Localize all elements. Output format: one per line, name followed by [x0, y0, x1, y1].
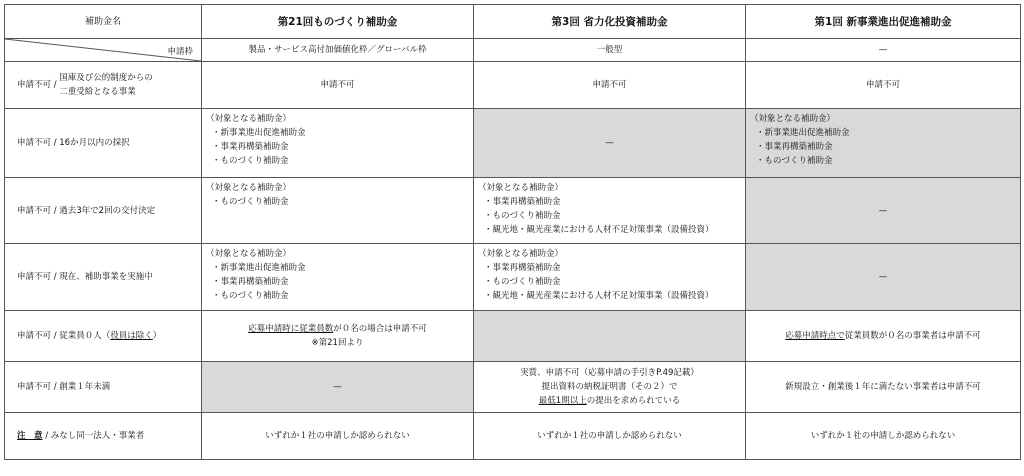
program-monozukuri: 第21回ものづくり補助金 [202, 5, 474, 39]
header-row [5, 5, 1021, 39]
row-16months-label: 申請不可 / 16か月以内の採択 [5, 109, 202, 178]
frame-shinjigyo: — [746, 39, 1021, 62]
row-employees [5, 311, 1021, 362]
current-shoryokuka: （対象となる補助金） ・ 事業再構築補助金 ・ ものづくり補助金 ・ 観光地・観光産業における人材不足対策事業（設備投資） [474, 244, 746, 311]
row-public-funds-label: 申請不可 / 国庫及び公的制度からの 二重受給となる事業 [5, 62, 202, 109]
row-founding-label: 申請不可 / 創業１年未満 [5, 362, 202, 413]
list-item: ・ 新事業進出促進補助金 [750, 126, 1016, 140]
row-16months [5, 109, 1021, 178]
list-item: ・ 観光地・観光産業における人材不足対策事業（設備投資） [478, 223, 741, 237]
row-employees-label: 申請不可 / 従業員０人（役員は除く） [5, 311, 202, 362]
m16-shoryokuka: — [474, 109, 746, 178]
list-item: ・ 観光地・観光産業における人材不足対策事業（設備投資） [478, 289, 741, 303]
row-current [5, 244, 1021, 311]
current-shinjigyo: — [746, 244, 1021, 311]
found-shoryokuka: 実質、申請不可（応募申請の手引きP.49記載） 提出資料の納税証明書（その２）で 最低1期以上の提出を求められている [474, 362, 746, 413]
list-item: ・ ものづくり補助金 [478, 209, 741, 223]
frame-label: 申請枠 [167, 47, 193, 57]
m16-shinjigyo: （対象となる補助金） ・ 新事業進出促進補助金 ・ 事業再構築補助金 ・ ものづくり補助金 [746, 109, 1021, 178]
list-item: ・ ものづくり補助金 [750, 154, 1016, 168]
y3-shinjigyo: — [746, 178, 1021, 244]
program-shinjigyo: 第1回 新事業進出促進補助金 [746, 5, 1021, 39]
list-item: ・ 新事業進出促進補助金 [206, 261, 469, 275]
y3-shoryokuka: （対象となる補助金） ・ 事業再構築補助金 ・ ものづくり補助金 ・ 観光地・観光産業における人材不足対策事業（設備投資） [474, 178, 746, 244]
list-item: ・ 事業再構築補助金 [206, 140, 469, 154]
found-monozukuri: — [202, 362, 474, 413]
emp-monozukuri: 応募申請時に従業員数が０名の場合は申請不可 ※第21回より [202, 311, 474, 362]
row-note-label: 注 意 / みなし同一法人・事業者 [5, 413, 202, 460]
current-monozukuri: （対象となる補助金） ・ 新事業進出促進補助金 ・ 事業再構築補助金 ・ ものづくり補助金 [202, 244, 474, 311]
found-shinjigyo: 新規設立・創業後１年に満たない事業者は申請不可 [746, 362, 1021, 413]
frame-label-cell [5, 39, 202, 62]
note-monozukuri: いずれか１社の申請しか認められない [202, 413, 474, 460]
list-item: ・ 事業再構築補助金 [750, 140, 1016, 154]
public-shinjigyo: 申請不可 [746, 62, 1021, 109]
y3-monozukuri: （対象となる補助金） ・ ものづくり補助金 [202, 178, 474, 244]
row-note [5, 413, 1021, 460]
public-shoryokuka: 申請不可 [474, 62, 746, 109]
subsidy-comparison-table [4, 4, 1021, 460]
m16-monozukuri: （対象となる補助金） ・ 新事業進出促進補助金 ・ 事業再構築補助金 ・ ものづくり補助金 [202, 109, 474, 178]
program-shoryokuka: 第3回 省力化投資補助金 [474, 5, 746, 39]
row-3years-label: 申請不可 / 過去3年で2回の交付決定 [5, 178, 202, 244]
frame-row [5, 39, 1021, 62]
note-shoryokuka: いずれか１社の申請しか認められない [474, 413, 746, 460]
frame-monozukuri: 製品・サービス高付加価値化枠／グローバル枠 [202, 39, 474, 62]
public-monozukuri: 申請不可 [202, 62, 474, 109]
row-3years [5, 178, 1021, 244]
emp-shoryokuka [474, 311, 746, 362]
row-founding [5, 362, 1021, 413]
row-public-funds [5, 62, 1021, 109]
row-current-label: 申請不可 / 現在、補助事業を実施中 [5, 244, 202, 311]
list-item: ・ ものづくり補助金 [206, 195, 469, 209]
list-item: ・ ものづくり補助金 [206, 154, 469, 168]
emp-shinjigyo: 応募申請時点で従業員数が０名の事業者は申請不可 [746, 311, 1021, 362]
list-item: ・ 事業再構築補助金 [478, 195, 741, 209]
list-item: ・ 新事業進出促進補助金 [206, 126, 469, 140]
frame-shoryokuka: 一般型 [474, 39, 746, 62]
list-item: ・ ものづくり補助金 [478, 275, 741, 289]
list-item: ・ ものづくり補助金 [206, 289, 469, 303]
list-item: ・ 事業再構築補助金 [206, 275, 469, 289]
header-row-label: 補助金名 [5, 5, 202, 39]
note-shinjigyo: いずれか１社の申請しか認められない [746, 413, 1021, 460]
list-item: ・ 事業再構築補助金 [478, 261, 741, 275]
